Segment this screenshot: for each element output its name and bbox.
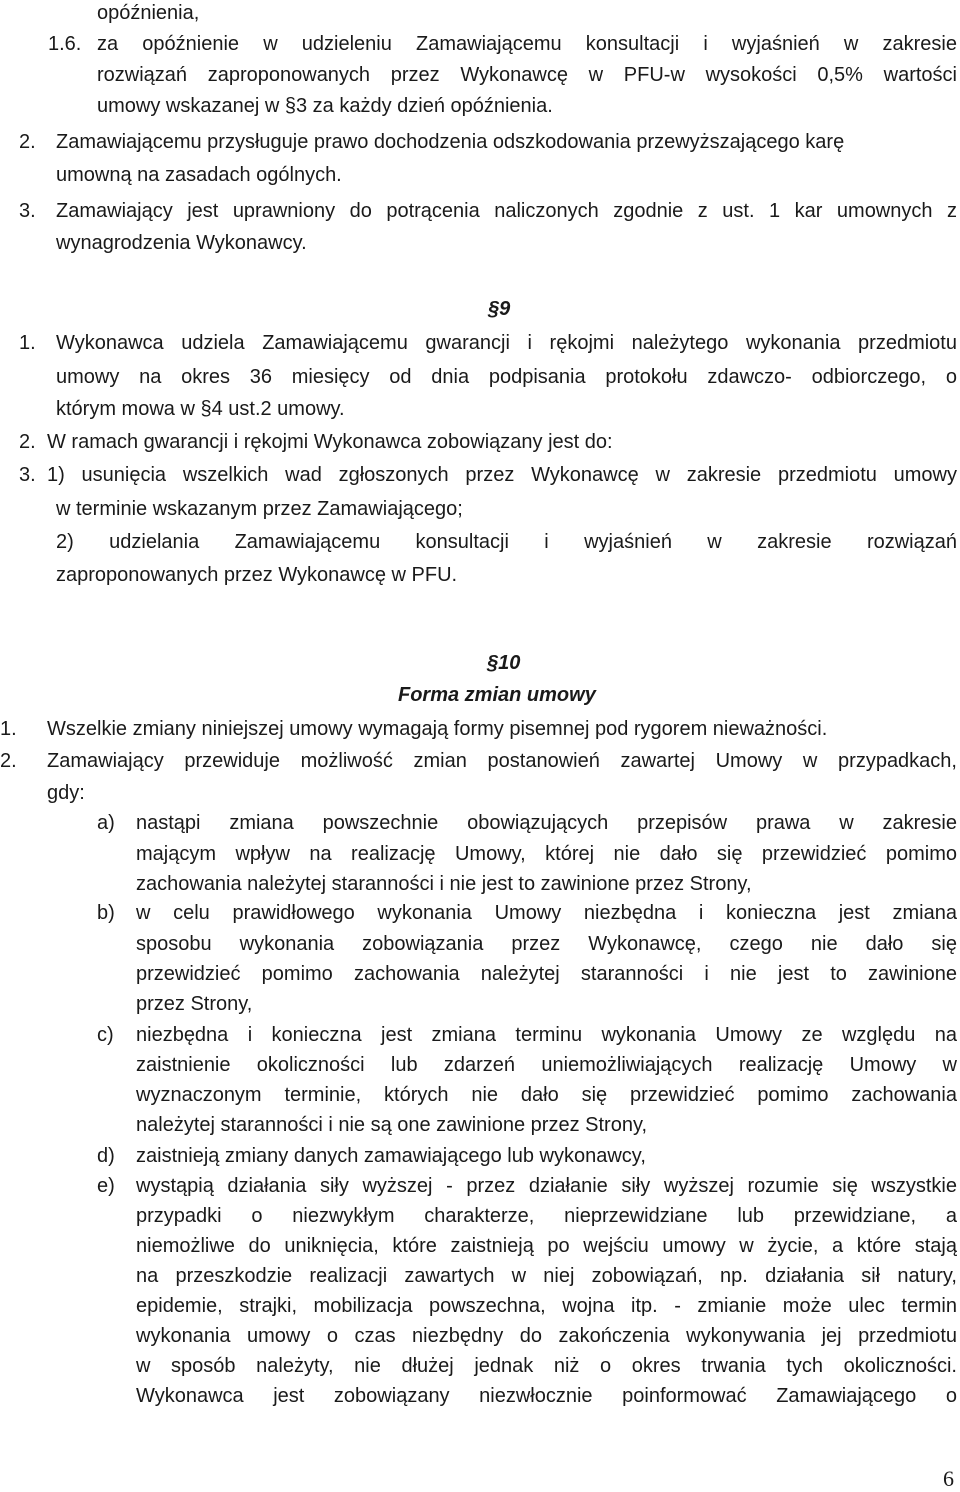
paragraph-line: którym mowa w §4 ust.2 umowy. bbox=[56, 398, 345, 420]
paragraph-line: niemożliwe do uniknięcia, które zaistnieją po wejściu umowy w życie, a które stają bbox=[136, 1235, 957, 1257]
item-number: 1. bbox=[0, 718, 17, 740]
paragraph-line: za opóźnienie w udzieleniu Zamawiającemu konsultacji i wyjaśnień w zakresie bbox=[97, 33, 957, 55]
item-number: 1. bbox=[19, 332, 36, 354]
section-heading: §10 bbox=[487, 652, 521, 674]
paragraph-line: zaistnienie okoliczności lub zdarzeń uniemożliwiających realizację Umowy w bbox=[136, 1054, 957, 1076]
paragraph-line: mającym wpływ na realizację Umowy, której nie dało się przewidzieć pomimo bbox=[136, 843, 957, 865]
item-number: 2. bbox=[19, 131, 36, 153]
item-number: 3. bbox=[19, 200, 36, 222]
paragraph-line: przypadki o niezwykłym charakterze, nieprzewidziane lub przewidziane, a bbox=[136, 1205, 957, 1227]
paragraph-line: Wykonawca udziela Zamawiającemu gwarancji i rękojmi należytego wykonania przedmiotu bbox=[56, 332, 957, 354]
paragraph-line: zachowania należytej staranności i nie jest to zawinione przez Strony, bbox=[136, 873, 752, 895]
paragraph-line: Wszelkie zmiany niniejszej umowy wymagają formy pisemnej pod rygorem nieważności. bbox=[47, 718, 828, 740]
paragraph-line: 1) usunięcia wszelkich wad zgłoszonych przez Wykonawcę w zakresie przedmiotu umowy bbox=[47, 464, 957, 486]
paragraph-line: zaistnieją zmiany danych zamawiającego lub wykonawcy, bbox=[136, 1145, 646, 1167]
item-number: 3. bbox=[19, 464, 36, 486]
list-letter: b) bbox=[97, 902, 115, 924]
paragraph-line: niezbędna i konieczna jest zmiana terminu wykonania Umowy ze względu na bbox=[136, 1024, 957, 1046]
paragraph-line: Zamawiający jest uprawniony do potrącenia naliczonych zgodnie z ust. 1 kar umownych z bbox=[56, 200, 957, 222]
item-number: 2. bbox=[19, 431, 36, 453]
page-number: 6 bbox=[943, 1466, 954, 1491]
paragraph-line: należytej staranności i nie są one zawinione przez Strony, bbox=[136, 1114, 648, 1136]
paragraph-line: umowy na okres 36 miesięcy od dnia podpisania protokołu zdawczo- odbiorczego, o bbox=[56, 366, 957, 388]
paragraph-line: wystąpią działania siły wyższej - przez działanie siły wyższej rozumie się wszystkie bbox=[136, 1175, 957, 1197]
section-heading: §9 bbox=[488, 298, 511, 320]
section-title: Forma zmian umowy bbox=[398, 684, 596, 706]
paragraph-line: w celu prawidłowego wykonania Umowy niezbędna i konieczna jest zmiana bbox=[136, 902, 957, 924]
list-letter: c) bbox=[97, 1024, 114, 1046]
paragraph-line: wynagrodzenia Wykonawcy. bbox=[56, 232, 307, 254]
paragraph-line: Zamawiającemu przysługuje prawo dochodzenia odszkodowania przewyższającego karę bbox=[56, 131, 845, 153]
paragraph-line: zaproponowanych przez Wykonawcę w PFU. bbox=[56, 564, 458, 586]
paragraph-line: umowną na zasadach ogólnych. bbox=[56, 164, 342, 186]
paragraph-line: sposobu wykonania zobowiązania przez Wykonawcę, czego nie dało się bbox=[136, 933, 957, 955]
paragraph-line: 2) udzielania Zamawiającemu konsultacji i wyjaśnień w zakresie rozwiązań bbox=[56, 531, 957, 553]
paragraph-line: wykonania umowy o czas niezbędny do zakończenia wykonywania jej przedmiotu bbox=[136, 1325, 957, 1347]
item-number: 1.6. bbox=[48, 33, 82, 55]
paragraph-line: na przeszkodzie realizacji zawartych w niej zobowiązań, np. działania sił natury, bbox=[136, 1265, 957, 1287]
list-letter: a) bbox=[97, 812, 115, 834]
paragraph-line: rozwiązań zaproponowanych przez Wykonawcę w PFU-w wysokości 0,5% wartości bbox=[97, 64, 957, 86]
paragraph-line: nastąpi zmiana powszechnie obowiązujących przepisów prawa w zakresie bbox=[136, 812, 957, 834]
paragraph-line: w terminie wskazanym przez Zamawiającego; bbox=[56, 498, 463, 520]
paragraph-line: epidemie, strajki, mobilizacja powszechna, wojna itp. - zmianie może ulec termin bbox=[136, 1295, 957, 1317]
list-letter: e) bbox=[97, 1175, 115, 1197]
paragraph-line: przewidzieć pomimo zachowania należytej staranności i nie jest to zawinione bbox=[136, 963, 957, 985]
paragraph-line: w sposób należyty, nie dłużej jednak niż o okres trwania tych okoliczności. bbox=[136, 1355, 957, 1377]
paragraph-line: gdy: bbox=[47, 782, 85, 804]
paragraph-line: umowy wskazanej w §3 za każdy dzień opóźnienia. bbox=[97, 95, 553, 117]
paragraph-line: W ramach gwarancji i rękojmi Wykonawca zobowiązany jest do: bbox=[47, 431, 613, 453]
paragraph-line: Zamawiający przewiduje możliwość zmian postanowień zawartej Umowy w przypadkach, bbox=[47, 750, 957, 772]
list-letter: d) bbox=[97, 1145, 115, 1167]
item-number: 2. bbox=[0, 750, 17, 772]
paragraph-line: przez Strony, bbox=[136, 993, 253, 1015]
previous-line: opóźnienia, bbox=[97, 2, 200, 24]
paragraph-line: Wykonawca jest zobowiązany niezwłocznie poinformować Zamawiającego o bbox=[136, 1385, 957, 1407]
paragraph-line: wyznaczonym terminie, których nie dało się przewidzieć pomimo zachowania bbox=[136, 1084, 957, 1106]
